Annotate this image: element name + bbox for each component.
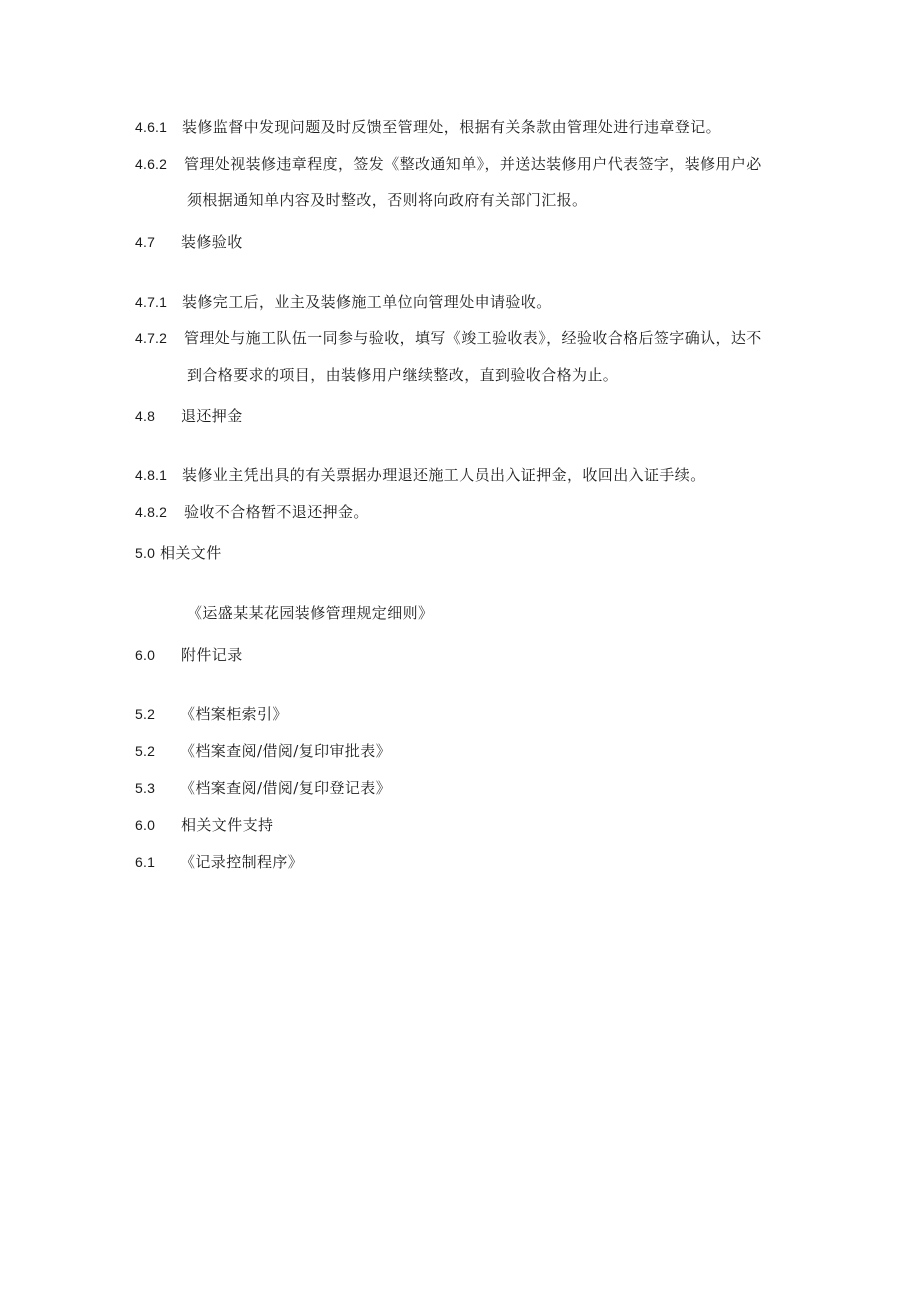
section-number: 4.7.2 bbox=[135, 330, 168, 346]
section-heading: 装修验收 bbox=[181, 233, 243, 251]
paragraph-text: 管理处视装修违章程度，签发《整改通知单》，并送达装修用户代表签字，装修用户必 bbox=[184, 155, 762, 173]
section-number: 5.3 bbox=[135, 780, 156, 796]
section-heading: 退还押金 bbox=[181, 407, 243, 425]
section-number: 4.6.1 bbox=[135, 119, 168, 135]
section-number: 4.7.1 bbox=[135, 294, 168, 310]
paragraph-text: 管理处与施工队伍一同参与验收，填写《竣工验收表》，经验收合格后签字确认，达不 bbox=[184, 329, 762, 347]
document-title: 《运盛某某花园装修管理规定细则》 bbox=[187, 604, 434, 622]
paragraph-text: 到合格要求的项目，由装修用户继续整改，直到验收合格为止。 bbox=[187, 366, 619, 384]
section-number: 5.2 bbox=[135, 743, 156, 759]
record-title: 《记录控制程序》 bbox=[180, 853, 304, 871]
record-title: 《档案查阅/借阅/复印登记表》 bbox=[180, 779, 392, 797]
section-number: 4.8.2 bbox=[135, 504, 168, 520]
section-number: 6.1 bbox=[135, 854, 156, 870]
paragraph-text: 装修业主凭出具的有关票据办理退还施工人员出入证押金，收回出入证手续。 bbox=[182, 466, 706, 484]
section-number: 5.0 bbox=[135, 545, 156, 561]
section-number: 6.0 bbox=[135, 647, 156, 663]
section-number: 5.2 bbox=[135, 706, 156, 722]
paragraph-text: 装修完工后，业主及装修施工单位向管理处申请验收。 bbox=[182, 293, 552, 311]
section-number: 4.7 bbox=[135, 234, 156, 250]
paragraph-text: 须根据通知单内容及时整改，否则将向政府有关部门汇报。 bbox=[187, 191, 588, 209]
record-title: 《档案柜索引》 bbox=[180, 705, 288, 723]
record-title: 《档案查阅/借阅/复印审批表》 bbox=[180, 742, 392, 760]
section-heading: 相关文件 bbox=[160, 544, 222, 562]
section-heading: 相关文件支持 bbox=[181, 816, 274, 834]
section-number: 4.6.2 bbox=[135, 156, 168, 172]
paragraph-text: 装修监督中发现问题及时反馈至管理处，根据有关条款由管理处进行违章登记。 bbox=[182, 118, 722, 136]
section-number: 4.8 bbox=[135, 408, 156, 424]
section-number: 4.8.1 bbox=[135, 467, 168, 483]
paragraph-text: 验收不合格暂不退还押金。 bbox=[184, 503, 369, 521]
section-number: 6.0 bbox=[135, 817, 156, 833]
section-heading: 附件记录 bbox=[181, 646, 243, 664]
